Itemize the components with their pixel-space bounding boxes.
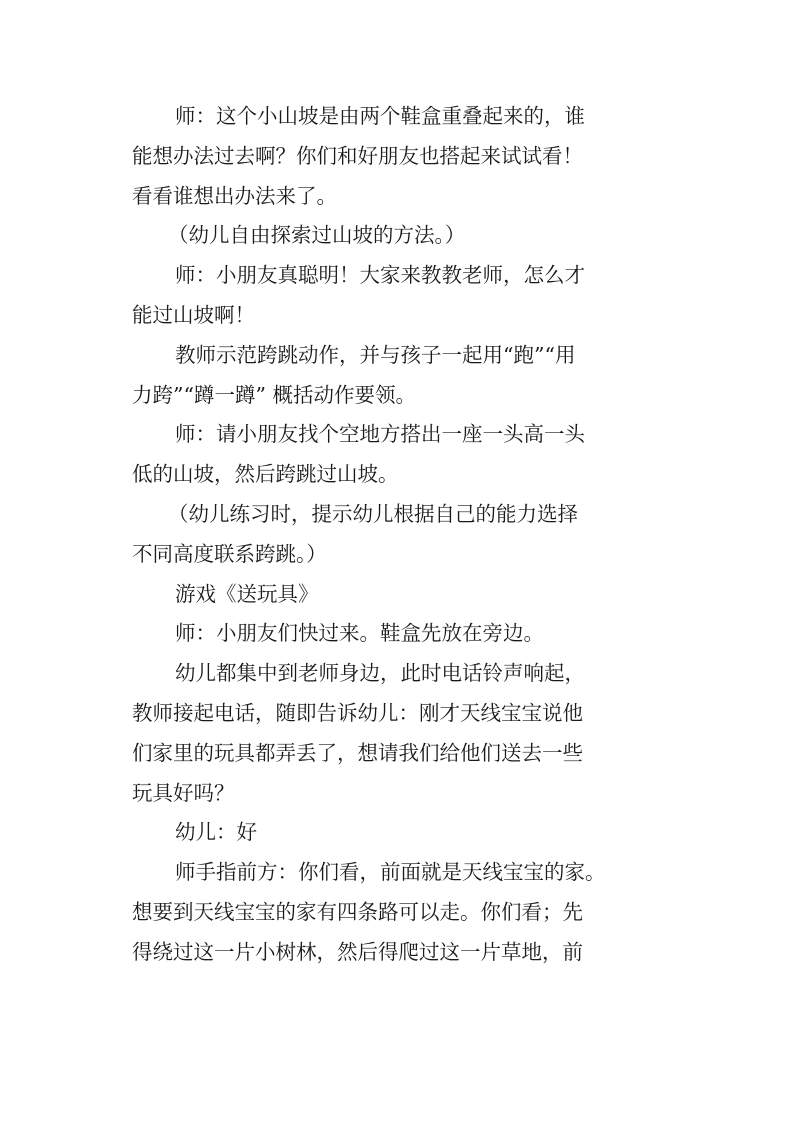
text-line: 师：小朋友们快过来。鞋盒先放在旁边。 [175, 621, 544, 646]
text-line: （幼儿自由探索过山坡的方法。） [168, 223, 466, 248]
document-body [132, 97, 672, 973]
text-line: 能过山坡啊！ [132, 302, 255, 327]
text-line: 教师示范跨跳动作，并与孩子一起用“跑”“用 [175, 342, 576, 367]
text-line: 师：小朋友真聪明！大家来教教老师，怎么才 [175, 263, 585, 288]
text-line: 看看谁想出办法来了。 [132, 183, 337, 208]
text-line: 师：这个小山坡是由两个鞋盒重叠起来的，谁 [175, 104, 585, 128]
text-line: 幼儿：好 [175, 820, 257, 845]
text-line: 能想办法过去啊？你们和好朋友也搭起来试试看！ [132, 143, 583, 168]
text-line: 教师接起电话，随即告诉幼儿：刚才天线宝宝说他 [132, 700, 583, 725]
text-line: 们家里的玩具都弄丢了，想请我们给他们送去一些 [132, 740, 583, 765]
text-line: 想要到天线宝宝的家有四条路可以走。你们看；先 [132, 899, 583, 924]
text-line: （幼儿练习时，提示幼儿根据自己的能力选择 [168, 501, 578, 526]
text-line: 师手指前方：你们看，前面就是天线宝宝的家。 [175, 860, 606, 885]
text-line: 得绕过这一片小树林，然后得爬过这一片草地，前 [132, 939, 583, 964]
text-line: 师：请小朋友找个空地方搭出一座一头高一头 [175, 422, 585, 447]
section-heading: 游戏《送玩具》 [175, 581, 319, 606]
text-line: 玩具好吗？ [132, 780, 235, 805]
text-line: 不同高度联系跨跳。） [132, 541, 327, 566]
text-line: 幼儿都集中到老师身边，此时电话铃声响起， [175, 661, 585, 686]
text-line: 低的山坡，然后跨跳过山坡。 [132, 462, 399, 487]
text-line: 力跨”“蹲一蹲” 概括动作要领。 [132, 382, 416, 407]
